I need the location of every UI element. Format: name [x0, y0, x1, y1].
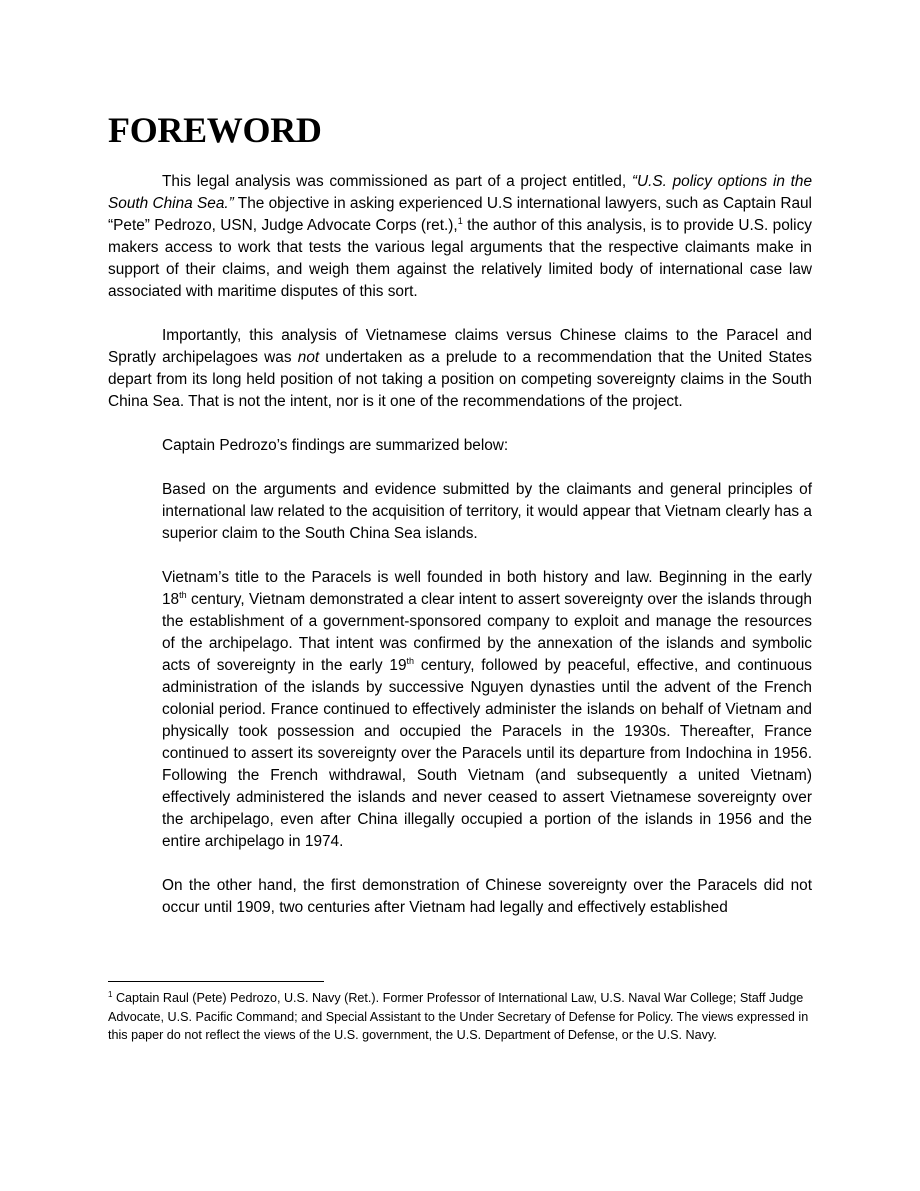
footnote [108, 989, 812, 1045]
paragraph-4: Based on the arguments and evidence submitted by the claimants and general principles of international law related to the acquisition of territory, it would appear that Vietnam clearly has a superior claim to the South China Sea islands. [162, 481, 812, 542]
paragraph-6: On the other hand, the first demonstration of Chinese sovereignty over the Paracels did not occur until 1909, two centuries after Vietnam had legally and effectively established [162, 877, 812, 916]
paragraph-1-text-a: This legal analysis was commissioned as part of a project entitled, [162, 173, 632, 190]
paragraph-2-text-a: Importantly, this analysis of Vietnamese claims versus Chinese claims to the Paracel and Spratly archipelagoes was [108, 327, 812, 366]
paragraph-5-text-b: century, Vietnam demonstrated a clear intent to assert sovereignty over the islands through the establishment of a government-sponsored company to exploit and manage the resources of the archipelago. That intent was confirmed by the annexation of the islands and symbolic acts of sovereignty in the early 19 [162, 591, 812, 674]
paragraph-1-text-b: The objective in asking experienced U.S international lawyers, such as Captain Raul “Pete” Pedrozo, USN, Judge Advocate Corps (ret.), [108, 195, 812, 234]
paragraph-2-text-b: undertaken as a prelude to a recommendation that the United States depart from its long held position of not taking a position on competing sovereignty claims in the South China Sea. That is not the intent, nor is it one of the recommendations of the project. [108, 349, 812, 410]
paragraph-2 [108, 325, 812, 413]
ordinal-suffix-18th: th [179, 589, 187, 600]
page-title: FOREWORD [108, 110, 322, 150]
footnote-text: Captain Raul (Pete) Pedrozo, U.S. Navy (Ret.). Former Professor of International Law, U.S. Naval War College; Staff Judge Advocate, U.S. Pacific Command; and Special Assistant to the Under Secretary of Defense for Policy. The views expressed in this paper do not reflect the views of the U.S. government, the U.S. Department of Defense, or the U.S. Navy. [108, 991, 809, 1042]
project-title: “U.S. policy options in the South China Sea.” [108, 173, 813, 212]
paragraph-3: Captain Pedrozo’s findings are summarized below: [162, 437, 509, 454]
paragraph-5 [162, 567, 812, 853]
body-text [108, 171, 812, 941]
paragraph-5-text-a: Vietnam’s title to the Paracels is well founded in both history and law. Beginning in the early 18 [162, 569, 812, 608]
ordinal-suffix-19th: th [406, 655, 415, 666]
footnote-number: 1 [108, 989, 113, 999]
footnote-reference: 1 [457, 215, 463, 226]
footnote-separator [108, 981, 324, 982]
paragraph-1 [108, 171, 812, 303]
emphasis-not: not [297, 349, 320, 366]
paragraph-1-text-c: the author of this analysis, is to provide U.S. policy makers access to work that tests the various legal arguments that the respective claimants make in support of their claims, and weigh them against the relatively limited body of international case law associated with maritime disputes of this sort. [108, 217, 812, 300]
paragraph-5-text-c: century, followed by peaceful, effective, and continuous administration of the islands by successive Nguyen dynasties until the advent of the French colonial period. France continued to effectively administer the islands on behalf of Vietnam and physically took possession and occupied the Paracels in the 1930s. Thereafter, France continued to assert its sovereignty over the Paracels until its departure from Indochina in 1956. Following the French withdrawal, South Vietnam (and subsequently a united Vietnam) effectively administered the islands and never ceased to assert Vietnamese sovereignty over the archipelago, even after China illegally occupied a portion of the islands in 1956 and the entire archipelago in 1974. [162, 657, 812, 850]
